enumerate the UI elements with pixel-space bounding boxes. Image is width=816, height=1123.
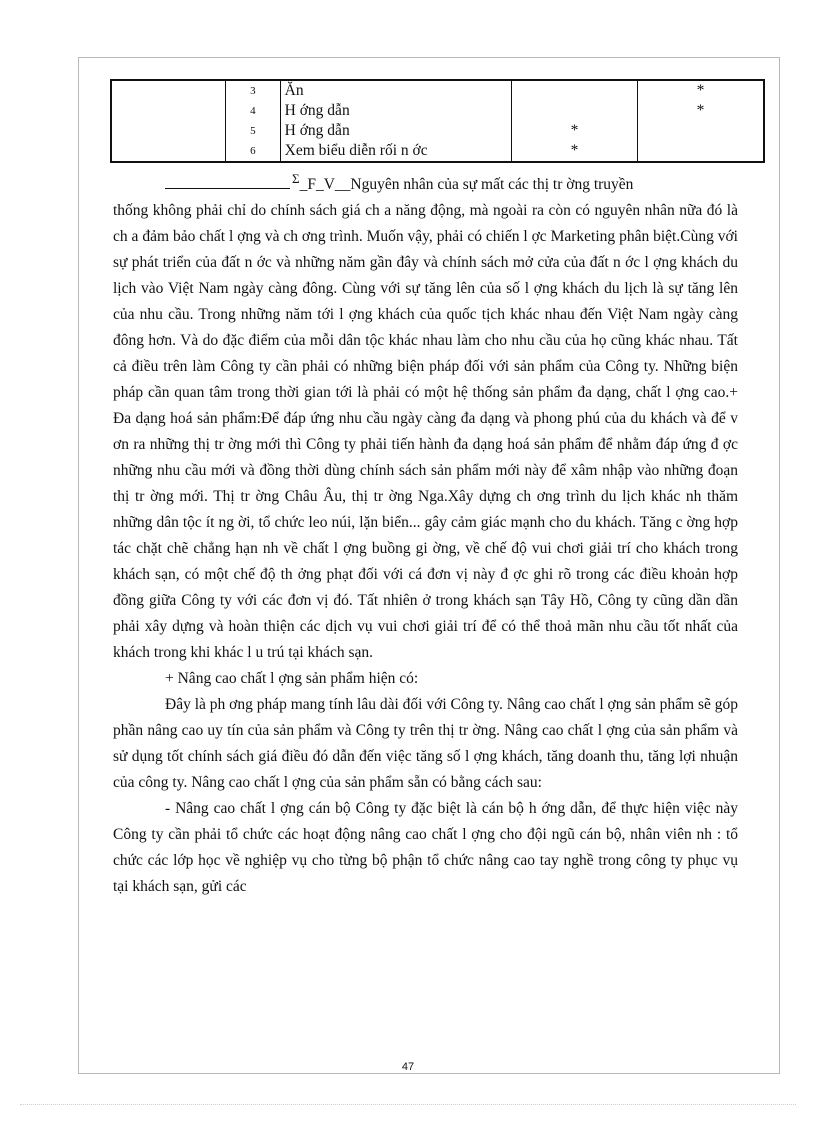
table-row	[111, 121, 764, 141]
paragraph-quality: Đây là ph ơng pháp mang tính lâu dài đối với Công ty. Nâng cao chất l ợng sản phẩm sẽ góp phần nâng cao uy tín của sản phẩm và Công ty trên thị tr ờng. Nâng cao chất l ợng của sản phẩm và sử dụng tốt chính sách giá điều đó dẫn đến việc tăng số l ợng khách, tăng doanh thu, tăng lợi nhuận của công ty. Nâng cao chất l ợng của sản phẩm sẵn có bằng cách sau:	[113, 696, 738, 791]
table-cell-empty	[111, 141, 226, 162]
table-cell-mark-a: *	[511, 121, 637, 141]
paragraph-diversification: thống không phải chỉ do chính sách giá ch a năng động, mà ngoài ra còn có nguyên nhân nữa đó là ch a đảm bảo chất l ợng và ch ơng trình. Muốn vậy, phải có chiến l ợc Marketing phân biệt.Cùng với sự phát triển của đất n ớc và những năm gần đây và chính sách mở cửa của đất n ớc l ợng khách du lịch vào Việt Nam ngày càng đông. Cùng với sự tăng lên của số l ợng khách du lịch là sự tăng lên của nhu cầu. Trong những năm tới l ợng khách của quốc tịch khác nhau đến Việt Nam ngày càng đông hơn. Và do đặc điểm của mỗi dân tộc khác nhau làm cho nhu cầu của họ cũng khác nhau. Tất cả điều trên làm Công ty cần phải có những biện pháp đối với sản phẩm của Công ty. Những biện pháp cần quan tâm trong thời gian tới là phải có một hệ thống sản phẩm đa dạng, chất l ợng cao.+ Đa dạng hoá sản phẩm:Để đáp ứng nhu cầu ngày càng đa dạng và phong phú của du khách và để v ơn ra những thị tr ờng mới thì Công ty phải tiến hành đa dạng hoá sản phẩm để nhằm đáp ứng đ ợc những nhu cầu mới và đồng thời dùng chính sách sản phẩm mới này để xâm nhập vào những đoạn thị tr ờng mới. Thị tr ờng Châu Âu, thị tr ờng Nga.Xây dựng ch ơng trình du lịch khác nh thăm những dân tộc ít ng ời, tổ chức leo núi, lặn biển... gây cảm giác mạnh cho du khách. Tăng c ờng hợp tác chặt chẽ chẳng hạn nh về chất l ợng buồng gi ờng, về chế độ vui chơi giải trí cho khách trong khách sạn, có một chế độ th ởng phạt đối với cá đơn vị này đ ợc ghi rõ trong các điều khoản hợp đồng giữa Công ty với các đơn vị đó. Tất nhiên ở trong khách sạn Tây Hồ, Công ty cũng dần dần phải xây dựng và hoàn thiện các dịch vụ vui chơi giải trí để có thể thoả mãn nhu cầu tốt nhất của khách trong khi khác l u trú tại khách sạn.	[113, 202, 738, 661]
table-cell-mark-a	[511, 80, 637, 101]
subheading-quality: + Nâng cao chất l ợng sản phẩm hiện có:	[165, 670, 419, 687]
table-cell-activity: Xem biểu diễn rối n ớc	[280, 141, 511, 162]
table-cell-number: 5	[226, 121, 281, 141]
heading-code: _F_V__	[299, 176, 351, 193]
heading-text: Nguyên nhân của sự mất các thị tr ờng truyền	[350, 176, 634, 193]
table-cell-number: 3	[226, 80, 281, 101]
underline-blank	[165, 174, 290, 189]
paragraph-staff: - Nâng cao chất l ợng cán bộ Công ty đặc biệt là cán bộ h ớng dẫn, để thực hiện việc này Công ty cần phải tổ chức các hoạt động nâng cao chất l ợng cho đội ngũ cán bộ, nhân viên nh : tổ chức các lớp học về nghiệp vụ cho từng bộ phận tổ chức nâng cao tay nghề trong công ty phục vụ tại khách sạn, gửi các	[113, 800, 738, 895]
document-body	[113, 166, 738, 900]
table-row	[111, 80, 764, 101]
table-row	[111, 141, 764, 162]
table-cell-empty	[111, 80, 226, 101]
table-cell-number: 6	[226, 141, 281, 162]
itinerary-table	[110, 79, 765, 163]
sigma-symbol: Σ	[292, 171, 300, 186]
table-row	[111, 101, 764, 121]
table-cell-number: 4	[226, 101, 281, 121]
table-cell-activity: H ớng dẫn	[280, 101, 511, 121]
table-cell-mark-b	[637, 141, 764, 162]
page-number: 47	[401, 1061, 415, 1073]
section-heading	[113, 166, 738, 198]
table-cell-mark-a: *	[511, 141, 637, 162]
table-cell-mark-b: *	[637, 80, 764, 101]
table-cell-empty	[111, 101, 226, 121]
table-cell-mark-b	[637, 121, 764, 141]
table-cell-empty	[111, 121, 226, 141]
table-cell-mark-b: *	[637, 101, 764, 121]
table-cell-activity: H ớng dẫn	[280, 121, 511, 141]
table-cell-mark-a	[511, 101, 637, 121]
table-cell-activity: Ăn	[280, 80, 511, 101]
footer-divider	[20, 1104, 796, 1105]
